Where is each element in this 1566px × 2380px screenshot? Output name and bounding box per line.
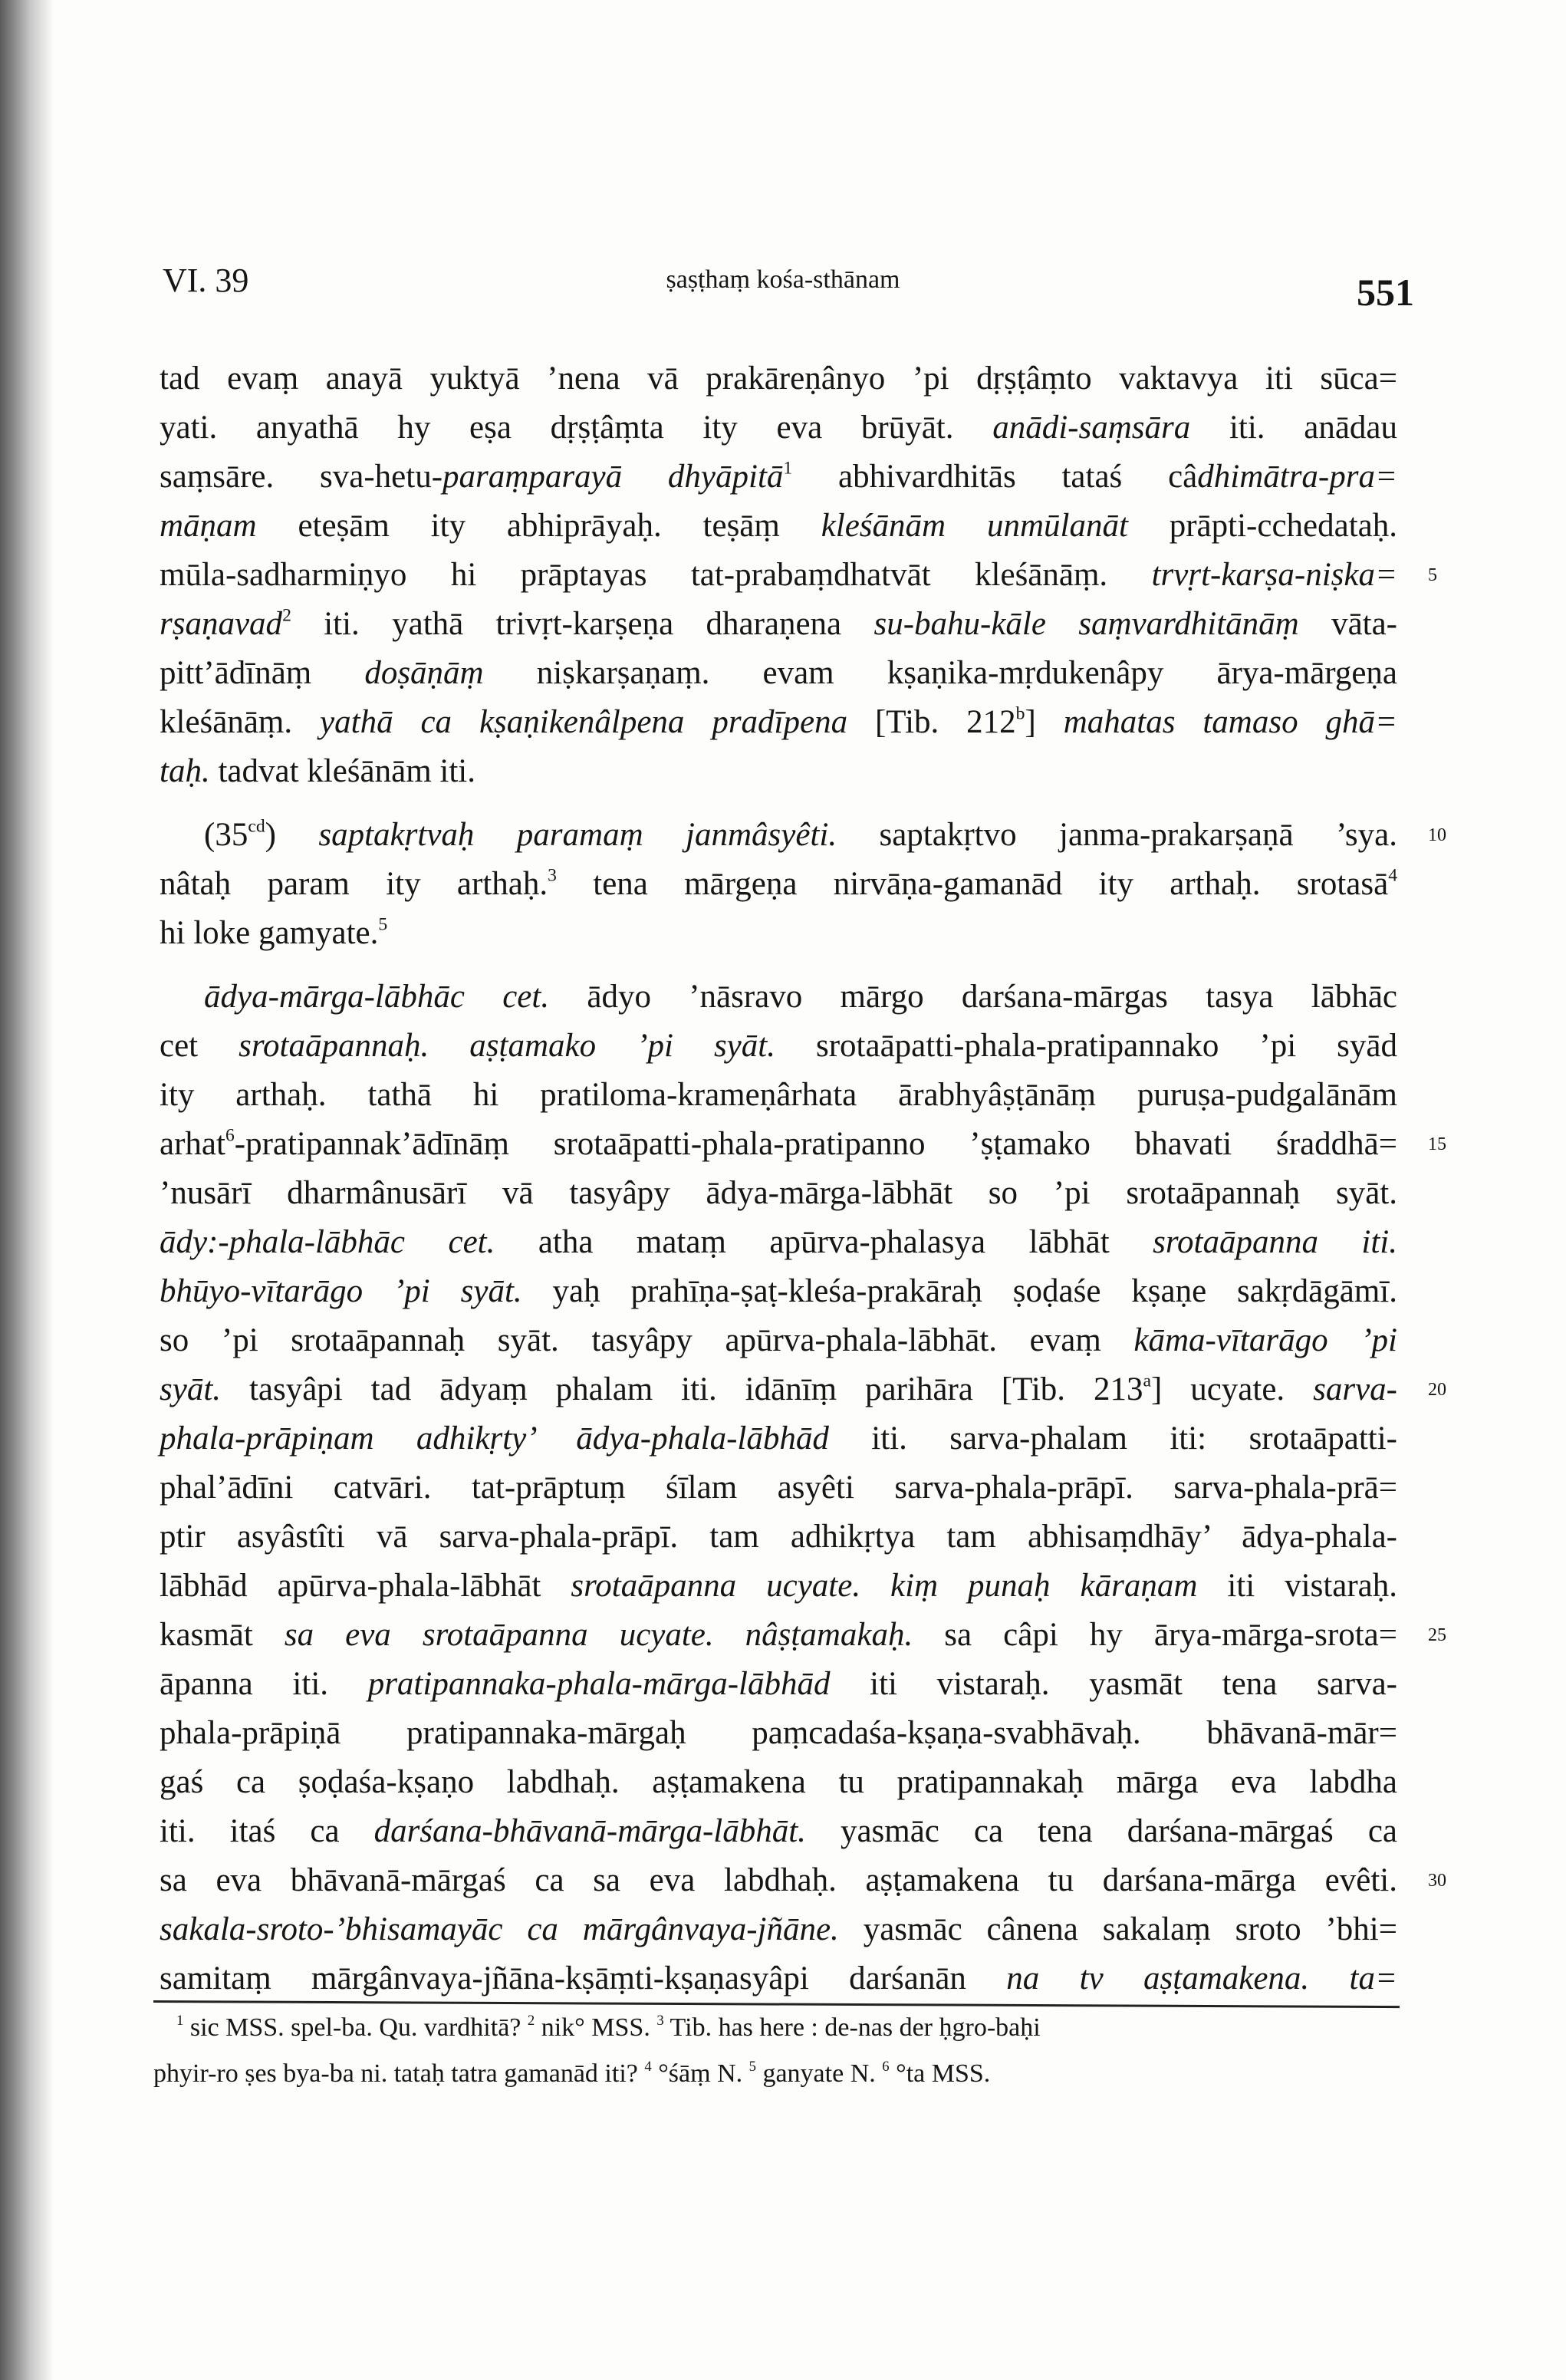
- text-segment: iti. yathā trivṛt-karṣeṇa dharaṇena: [291, 606, 874, 642]
- italic-text: saptakṛtvaḥ paramaṃ janmâsyêti.: [318, 817, 837, 853]
- italic-text: trvṛt-karṣa-niṣka=: [1151, 557, 1397, 593]
- footnote-marker: 2: [527, 2012, 535, 2029]
- text-line: [160, 1660, 1397, 1709]
- text-line: [160, 1267, 1397, 1316]
- text-line: [160, 1169, 1397, 1218]
- line-number: 30: [1428, 1871, 1446, 1891]
- text-line: [160, 1120, 1446, 1169]
- text-segment: yasmāc cânena sakalaṃ sroto ’bhi=: [838, 1911, 1398, 1947]
- text-segment: iti vistaraḥ. yasmāt tena sarva-: [830, 1666, 1397, 1702]
- text-segment: āpanna iti.: [160, 1666, 368, 1702]
- running-title: ṣaṣṭhaṃ kośa-sthānam: [666, 265, 900, 294]
- text-line: [160, 551, 1437, 600]
- text-line: [160, 698, 1397, 747]
- italic-text: taḥ.: [160, 753, 210, 789]
- italic-text: darśana-bhāvanā-mārga-lābhāt.: [373, 1813, 806, 1849]
- text-line: [160, 1954, 1397, 2003]
- footnote-marker: 5: [748, 2058, 756, 2075]
- text-segment: eteṣām ity abhiprāyaḥ. teṣāṃ: [256, 508, 821, 544]
- text-segment: arhat: [160, 1126, 225, 1162]
- text-line: [160, 502, 1397, 551]
- text-segment: tasyâpi tad ādyaṃ phalam iti. idānīṃ parihāra [Tib. 213: [221, 1371, 1143, 1407]
- text-segment: Tib. has here : de-nas der ḥgro-baḥi: [663, 2013, 1041, 2042]
- italic-text: su-bahu-kāle saṃvardhitānāṃ: [873, 606, 1299, 642]
- italic-text: paraṃparayā dhyāpitā: [442, 459, 784, 495]
- text-segment: phal’ādīni catvāri. tat-prāptuṃ śīlam asyêti sarva-phala-prāpī. sarva-phala-prā=: [160, 1470, 1397, 1506]
- footnote-marker: a: [1143, 1371, 1151, 1391]
- text-line: [160, 1022, 1397, 1071]
- text-segment: niṣkarṣaṇaṃ. evam kṣaṇika-mṛdukenâpy ārya-mārgeṇa: [483, 655, 1397, 691]
- italic-text: srotaāpanna ucyate. kiṃ punaḥ kāraṇam: [571, 1568, 1198, 1604]
- text-line: [160, 1709, 1397, 1758]
- text-line: [160, 1365, 1446, 1414]
- line-number: 25: [1428, 1625, 1446, 1645]
- text-segment: kleśānāṃ.: [160, 704, 321, 740]
- text-segment: kasmāt: [160, 1617, 285, 1653]
- italic-text: syāt.: [160, 1371, 222, 1407]
- text-segment: saṃsāre. sva-hetu-: [160, 459, 443, 495]
- text-line: [160, 1611, 1446, 1660]
- text-line: [160, 649, 1397, 698]
- text-segment: iti vistaraḥ.: [1197, 1568, 1398, 1604]
- text-segment: prāpti-cchedataḥ.: [1127, 508, 1397, 544]
- text-line: [160, 1071, 1397, 1120]
- text-line: [160, 354, 1397, 403]
- text-segment: yati. anyathā hy eṣa dṛṣṭâṃta ity eva brūyāt.: [160, 410, 993, 446]
- text-line: [160, 1758, 1397, 1807]
- text-segment: tena mārgeṇa nirvāṇa-gamanād ity arthaḥ. srotasā: [556, 866, 1389, 902]
- text-segment: ’nusārī dharmânusārī vā tasyâpy ādya-mārga-lābhāt so ’pi srotaāpannaḥ syāt.: [160, 1175, 1397, 1211]
- text-line: [160, 860, 1397, 909]
- text-line: [160, 1218, 1397, 1267]
- text-segment: atha mataṃ apūrva-phalasya lābhāt: [495, 1224, 1153, 1260]
- text-line: [160, 973, 1397, 1022]
- text-segment: ] ucyate.: [1150, 1371, 1314, 1407]
- text-segment: sa câpi hy ārya-mārga-srota=: [913, 1617, 1397, 1653]
- footnote-marker: 3: [656, 2012, 664, 2029]
- text-segment: (35: [204, 817, 248, 853]
- text-line: [160, 909, 1397, 958]
- book-binding-shadow: [0, 0, 54, 2380]
- text-segment: tad evaṃ anayā yuktyā ’nena vā prakāreṇânyo ’pi dṛṣṭâṃto vaktavya iti sūca=: [160, 360, 1397, 397]
- text-segment: °śāṃ N.: [651, 2059, 749, 2088]
- italic-text: srotaāpanna iti.: [1153, 1224, 1397, 1260]
- text-segment: ity arthaḥ. tathā hi pratiloma-krameṇârhata ārabhyâṣṭānāṃ puruṣa-pudgalānām: [160, 1077, 1397, 1113]
- text-segment: pitt’ādīnāṃ: [160, 655, 365, 691]
- text-segment: iti. itaś ca: [160, 1813, 374, 1849]
- text-line: [160, 1414, 1397, 1463]
- footnote-marker: 6: [225, 1125, 235, 1146]
- italic-text: dhimātra-pra=: [1197, 459, 1398, 495]
- italic-text: na tv aṣṭamakena.: [1006, 1960, 1310, 1997]
- text-line: [160, 403, 1397, 453]
- text-segment: [Tib. 212: [847, 704, 1016, 740]
- text-segment: [1309, 1960, 1349, 1997]
- text-line: [160, 811, 1446, 860]
- footnote-marker: 6: [882, 2058, 890, 2075]
- footnote-marker: 1: [176, 2012, 184, 2029]
- section-reference: VI. 39: [163, 262, 249, 299]
- text-segment: mūla-sadharmiṇyo hi prāptayas tat-prabaṃdhatvāt kleśānāṃ.: [160, 557, 1152, 593]
- text-segment: ]: [1025, 704, 1064, 740]
- footnote-marker: 4: [644, 2058, 652, 2075]
- line-number: 15: [1428, 1134, 1446, 1154]
- italic-text: ādy:-phala-lābhāc cet.: [160, 1224, 495, 1260]
- text-line: [160, 1856, 1446, 1905]
- italic-text: srotaāpannaḥ. aṣṭamako ’pi syāt.: [239, 1028, 775, 1064]
- text-segment: so ’pi srotaāpannaḥ syāt. tasyâpy apūrva-phala-lābhāt. evaṃ: [160, 1322, 1134, 1358]
- line-number: 10: [1428, 825, 1446, 845]
- footnote-line: [153, 2011, 1403, 2045]
- text-line: [160, 1905, 1397, 1954]
- italic-text: yathā ca kṣaṇikenâlpena pradīpena: [320, 704, 848, 740]
- text-line: [160, 1513, 1397, 1562]
- text-segment: srotaāpatti-phala-pratipannako ’pi syād: [775, 1028, 1397, 1064]
- text-segment: °ta MSS.: [889, 2059, 991, 2088]
- text-segment: -pratipannak’ādīnāṃ srotaāpatti-phala-pratipanno ’ṣṭamako bhavati śraddhā=: [234, 1126, 1397, 1162]
- text-segment: yasmāc ca tena darśana-mārgaś ca: [805, 1813, 1397, 1849]
- text-segment: yaḥ prahīṇa-ṣaṭ-kleśa-prakāraḥ ṣoḍaśe kṣaṇe sakṛdāgāmī.: [521, 1273, 1397, 1309]
- footnote-marker: b: [1015, 703, 1025, 724]
- text-segment: sic MSS. spel-ba. Qu. vardhitā?: [183, 2013, 528, 2042]
- italic-text: doṣāṇāṃ: [364, 655, 484, 691]
- italic-text: phala-prāpiṇam adhikṛty’ ādya-phala-lābhād: [160, 1420, 829, 1457]
- footnote-marker: cd: [248, 816, 265, 837]
- text-segment: nik° MSS.: [535, 2013, 657, 2042]
- line-number: 5: [1428, 565, 1437, 585]
- italic-text: ādya-mārga-lābhāc cet.: [204, 979, 550, 1015]
- italic-text: ta=: [1349, 1960, 1398, 1997]
- italic-text: māṇam: [160, 508, 257, 544]
- italic-text: sa eva srotaāpanna ucyate. nâṣṭamakaḥ.: [284, 1617, 913, 1653]
- text-segment: lābhād apūrva-phala-lābhāt: [160, 1568, 571, 1604]
- text-segment: ādyo ’nāsravo mārgo darśana-mārgas tasya lābhāc: [549, 979, 1397, 1015]
- footnote-line: [153, 2057, 1380, 2091]
- text-segment: cet: [160, 1028, 239, 1064]
- text-line: [160, 1463, 1397, 1513]
- text-segment: nâtaḥ param ity arthaḥ.: [160, 866, 548, 902]
- italic-text: kleśānām unmūlanāt: [821, 508, 1128, 544]
- italic-text: kāma-vītarāgo ’pi: [1133, 1322, 1398, 1358]
- text-segment: hi loke gamyate.: [160, 915, 379, 951]
- italic-text: rṣaṇavad: [160, 606, 283, 642]
- text-segment: ganyate N.: [755, 2059, 883, 2088]
- footnote-marker: 1: [783, 458, 793, 479]
- text-segment: ptir asyâstîti vā sarva-phala-prāpī. tam adhikṛtya tam abhisaṃdhāy’ ādya-phala-: [160, 1519, 1397, 1555]
- text-segment: sa eva bhāvanā-mārgaś ca sa eva labdhaḥ. aṣṭamakena tu darśana-mārga evêti.: [160, 1862, 1397, 1898]
- footnote-marker: 5: [378, 914, 388, 935]
- text-line: [160, 747, 1397, 796]
- text-segment: gaś ca ṣoḍaśa-kṣaṇo labdhaḥ. aṣṭamakena tu pratipannakaḥ mārga eva labdha: [160, 1764, 1397, 1800]
- footnote-marker: 3: [548, 865, 557, 886]
- text-segment: ): [265, 817, 319, 853]
- text-line: [160, 1562, 1397, 1611]
- text-line: [160, 1807, 1397, 1856]
- footnote-marker: 4: [1388, 865, 1398, 886]
- text-line: [160, 1316, 1397, 1365]
- text-segment: vāta-: [1298, 606, 1398, 642]
- italic-text: mahatas tamaso ghā=: [1063, 704, 1397, 740]
- text-segment: tadvat kleśānām iti.: [209, 753, 475, 789]
- italic-text: sakala-sroto-’bhisamayāc ca mārgânvaya-jñāne.: [160, 1911, 839, 1947]
- italic-text: pratipannaka-phala-mārga-lābhād: [367, 1666, 831, 1702]
- page-number: 551: [1357, 271, 1414, 314]
- italic-text: anādi-saṃsāra: [992, 410, 1191, 446]
- footnote-marker: 2: [282, 605, 291, 626]
- text-segment: samitaṃ mārgânvaya-jñāna-kṣāṃti-kṣaṇasyâpi darśanān: [160, 1960, 1007, 1997]
- main-text: [160, 354, 1446, 2003]
- text-segment: phyir-ro ṣes bya-ba ni. tataḥ tatra gamanād iti?: [153, 2059, 645, 2088]
- text-segment: abhivardhitās tataś câ: [792, 459, 1198, 495]
- text-segment: iti. sarva-phalam iti: srotaāpatti-: [828, 1420, 1397, 1457]
- text-line: [160, 600, 1397, 649]
- text-segment: iti. anādau: [1190, 410, 1397, 446]
- text-segment: phala-prāpiṇā pratipannaka-mārgaḥ paṃcadaśa-kṣaṇa-svabhāvaḥ. bhāvanā-mār=: [160, 1715, 1397, 1751]
- italic-text: sarva-: [1313, 1371, 1397, 1407]
- italic-text: bhūyo-vītarāgo ’pi syāt.: [160, 1273, 522, 1309]
- text-line: [160, 453, 1397, 502]
- text-segment: saptakṛtvo janma-prakarṣaṇā ’sya.: [837, 817, 1398, 853]
- line-number: 20: [1428, 1380, 1446, 1400]
